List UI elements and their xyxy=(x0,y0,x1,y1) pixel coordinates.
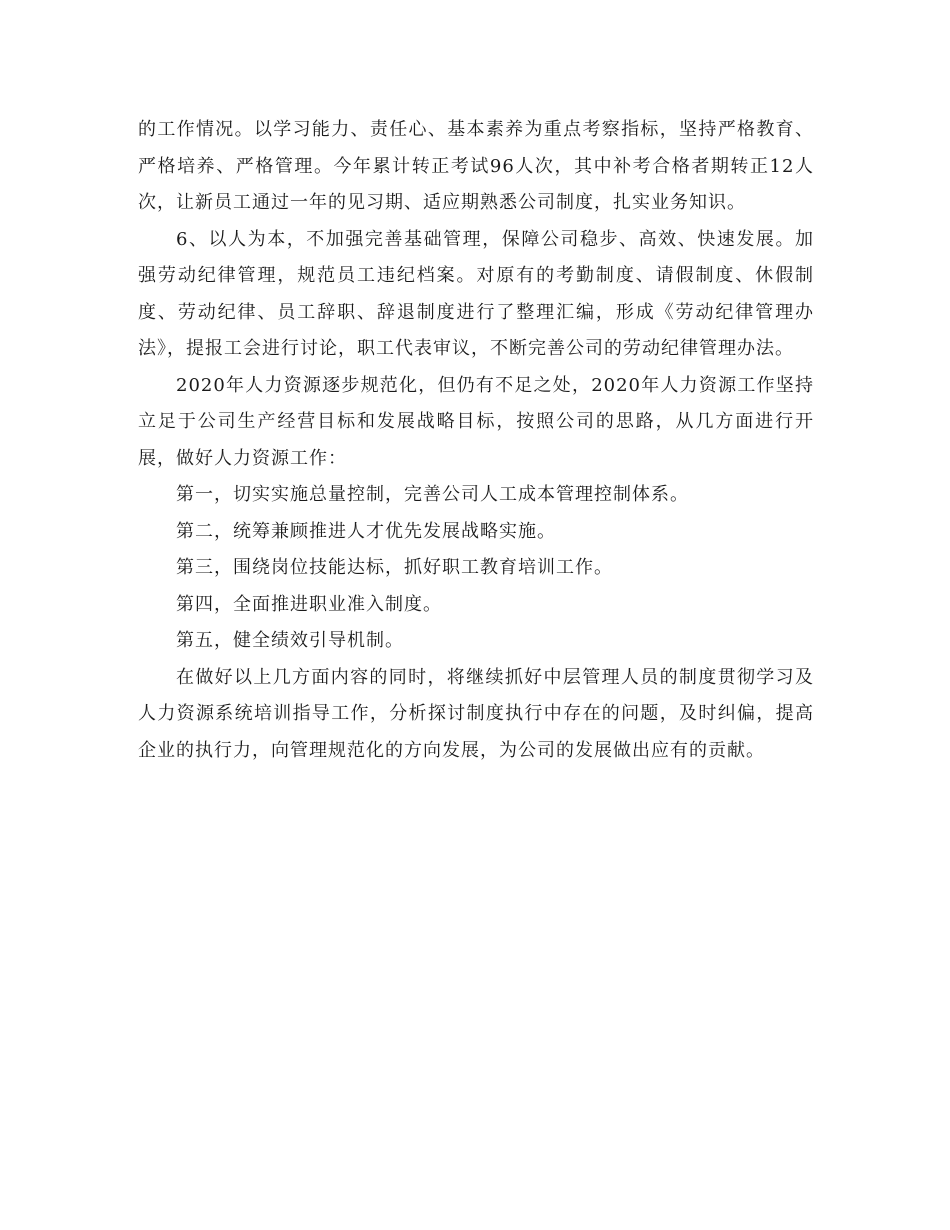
plan-item-second: 第二，统筹兼顾推进人才优先发展战略实施。 xyxy=(176,520,556,542)
paragraph-item-6: 6、以人为本，不加强完善基础管理，保障公司稳步、高效、快速发展。加强劳动纪律管理，规范员工违纪档案。对原有的考勤制度、请假制度、休假制度、劳动纪律、员工辞职、辞退制度进行了整理汇编，形成《劳动纪律管理办法》，提报工会进行讨论，职工代表审议，不断完善公司的劳动纪律管理办法。 xyxy=(138,228,814,359)
document-page xyxy=(138,112,814,769)
plan-item-fifth: 第五，健全绩效引导机制。 xyxy=(176,630,404,651)
plan-item-third: 第三，围绕岗位技能达标，抓好职工教育培训工作。 xyxy=(176,557,613,578)
plan-item-fourth: 第四，全面推进职业准入制度。 xyxy=(176,593,442,615)
paragraph-continuation: 的工作情况。以学习能力、责任心、基本素养为重点考察指标，坚持严格教育、严格培养、严格管理。今年累计转正考试96人次，其中补考合格者期转正12人次，让新员工通过一年的见习期、适应期熟悉公司制度，扎实业务知识。 xyxy=(138,119,814,213)
paragraph-conclusion: 在做好以上几方面内容的同时，将继续抓好中层管理人员的制度贯彻学习及人力资源系统培训指导工作，分析探讨制度执行中存在的问题，及时纠偏，提高企业的执行力，向管理规范化的方向发展，为公司的发展做出应有的贡献。 xyxy=(138,666,814,761)
paragraph-2020-plan: 2020年人力资源逐步规范化，但仍有不足之处，2020年人力资源工作坚持立足于公司生产经营目标和发展战略目标，按照公司的思路，从几方面进行开展，做好人力资源工作： xyxy=(138,374,814,469)
plan-item-first: 第一，切实实施总量控制，完善公司人工成本管理控制体系。 xyxy=(176,484,689,505)
